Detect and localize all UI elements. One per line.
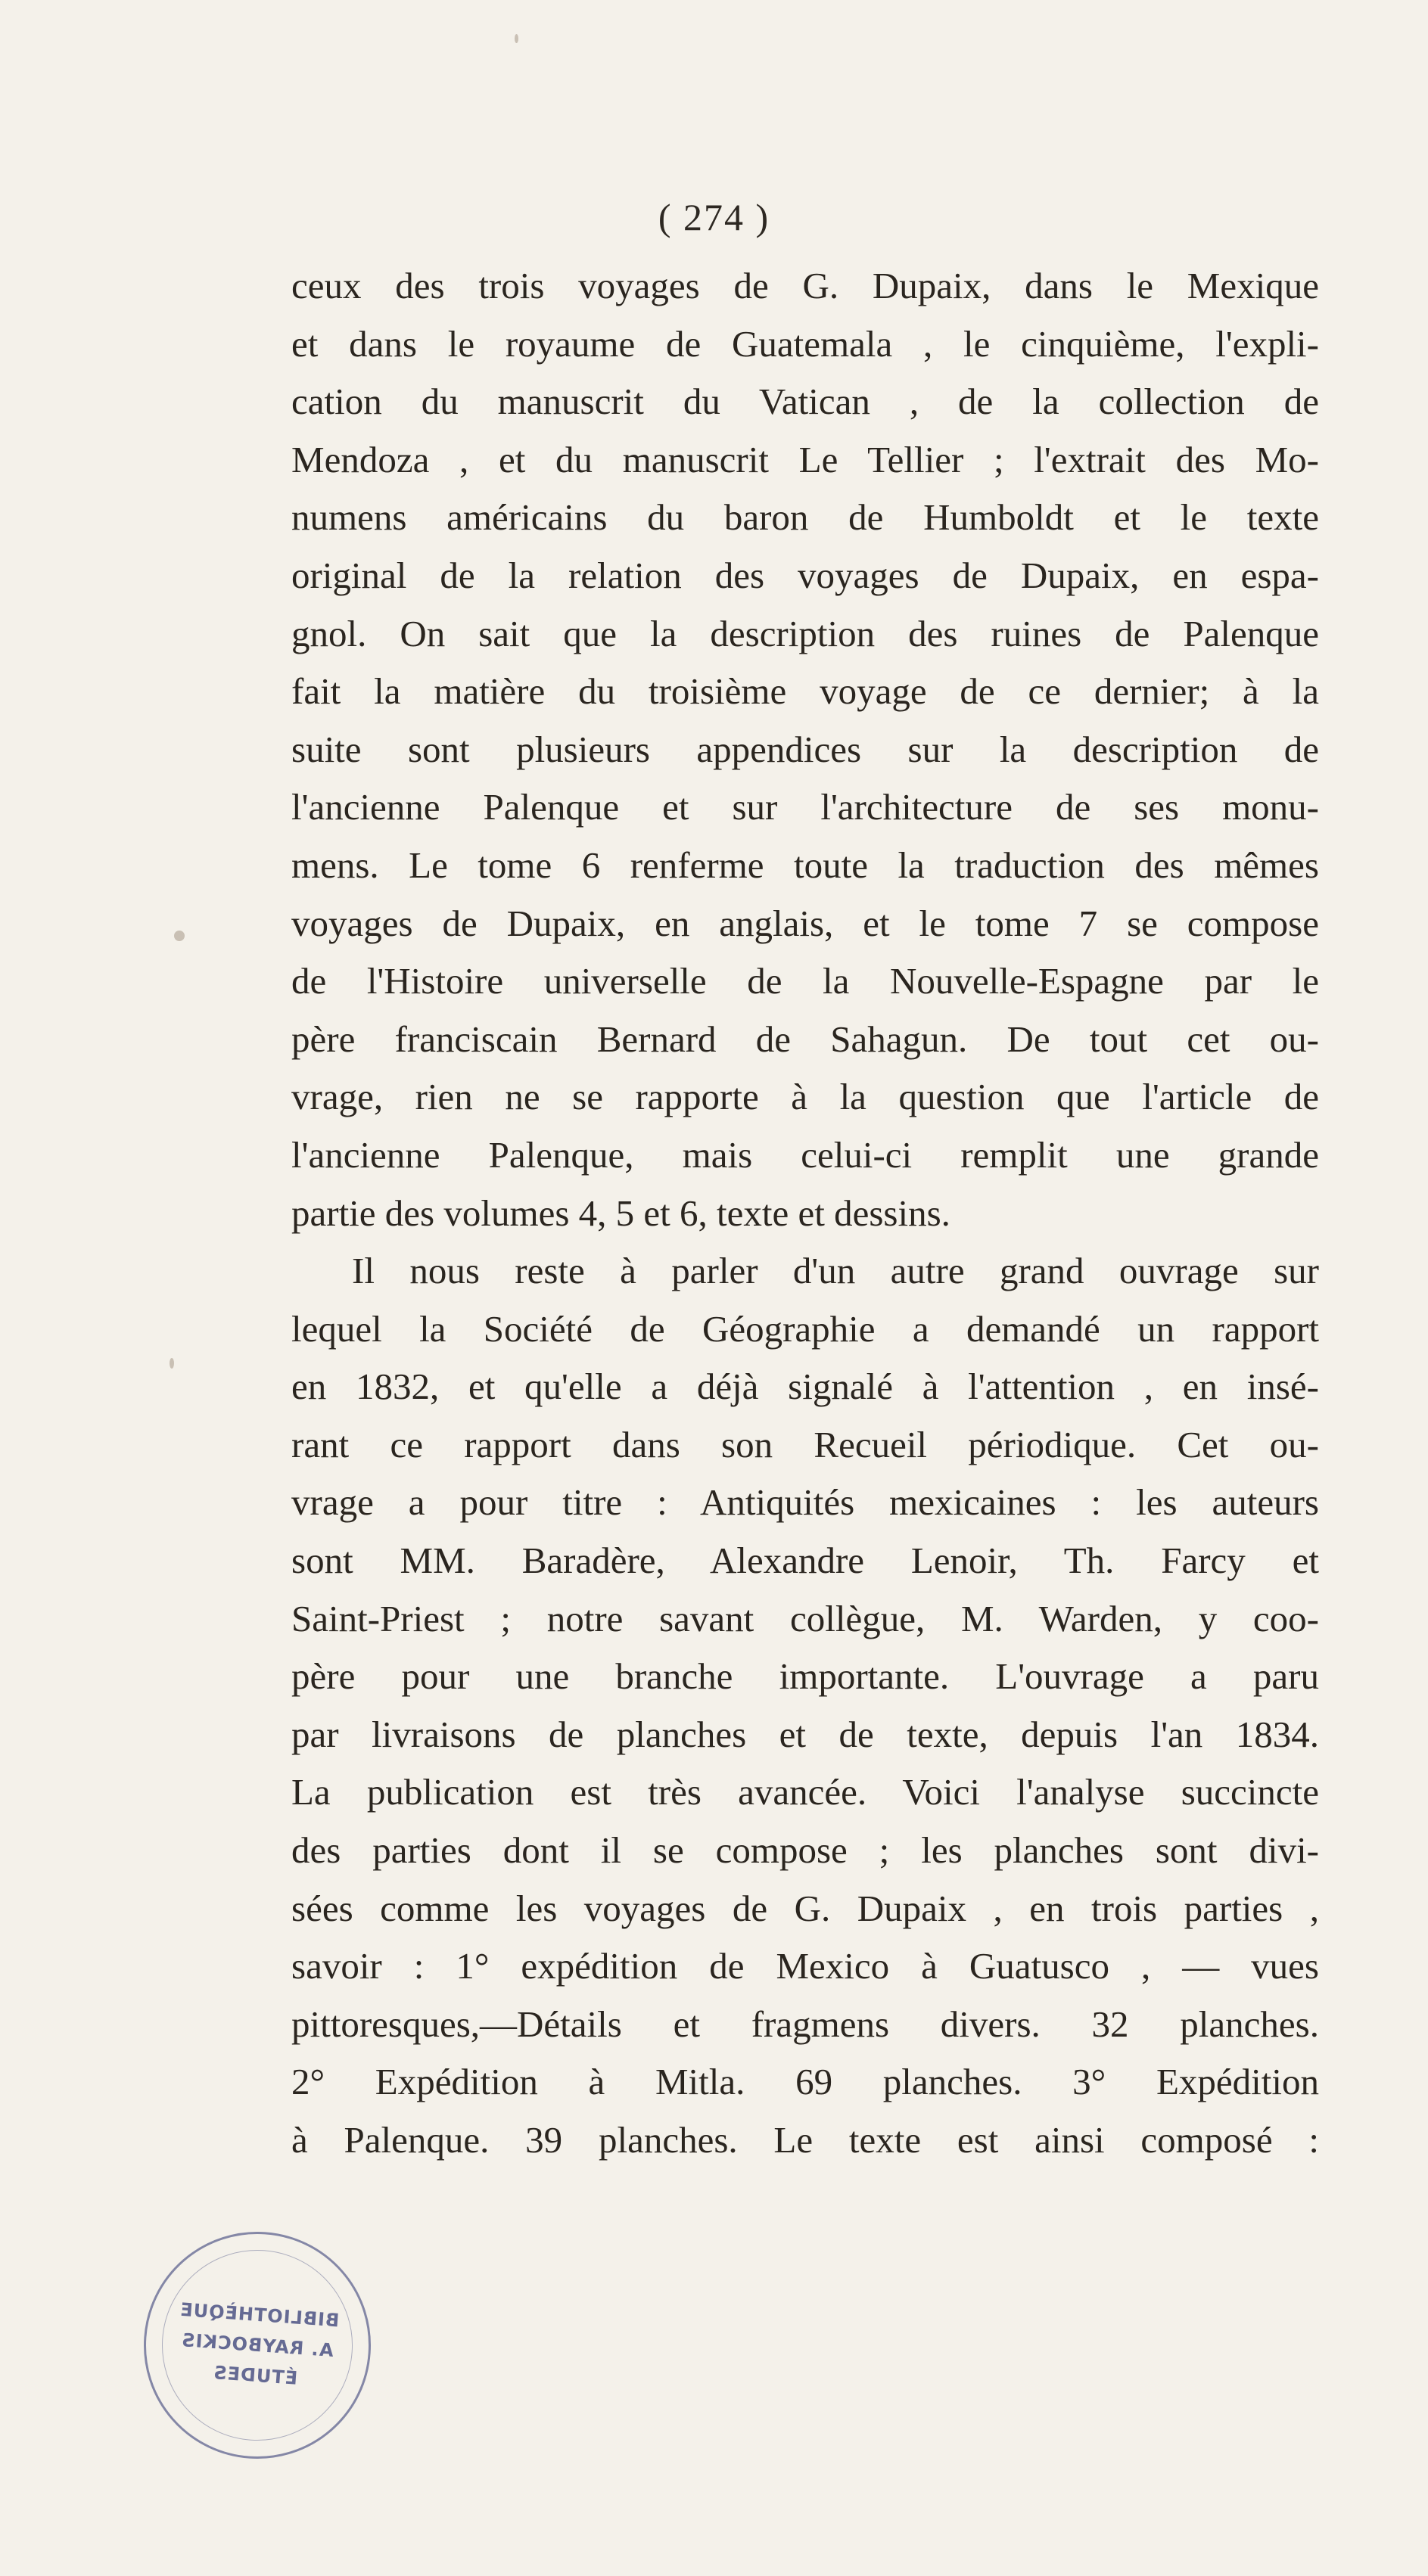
paper-speck: [515, 34, 518, 43]
text-line: à Palenque. 39 planches. Le texte est ainsi composé :: [291, 2119, 1319, 2161]
text-line: suite sont plusieurs appendices sur la description de: [291, 728, 1319, 770]
text-line: l'ancienne Palenque, mais celui-ci remplit une grande: [291, 1133, 1319, 1176]
text-line: vrage, rien ne se rapporte à la question que l'article de: [291, 1076, 1319, 1118]
text-line: père pour une branche importante. L'ouvrage a paru: [291, 1655, 1319, 1698]
text-line: et dans le royaume de Guatemala , le cinquième, l'expli-: [291, 322, 1319, 365]
text-line: pittoresques,—Détails et fragmens divers. 32 planches.: [291, 2003, 1319, 2045]
text-line: père franciscain Bernard de Sahagun. De tout cet ou-: [291, 1018, 1319, 1060]
text-line: de l'Histoire universelle de la Nouvelle-Espagne par le: [291, 960, 1319, 1002]
text-line: Mendoza , et du manuscrit Le Tellier ; l'extrait des Mo-: [291, 438, 1319, 480]
text-line: Saint-Priest ; notre savant collègue, M. Warden, y coo-: [291, 1597, 1319, 1639]
text-line: l'ancienne Palenque et sur l'architecture de ses monu-: [291, 786, 1319, 828]
text-line: cation du manuscrit du Vatican , de la collection de: [291, 381, 1319, 423]
text-line: La publication est très avancée. Voici l'analyse succincte: [291, 1771, 1319, 1813]
text-line: fait la matière du troisième voyage de ce dernier; à la: [291, 670, 1319, 713]
page-number: ( 274 ): [658, 196, 770, 238]
stamp-text: ÉTUDES: [212, 2362, 298, 2389]
text-line: ceux des trois voyages de G. Dupaix, dans le Mexique: [291, 265, 1319, 306]
text-line: sées comme les voyages de G. Dupaix , en trois parties ,: [291, 1887, 1319, 1929]
paragraph-end-line: partie des volumes 4, 5 et 6, texte et dessins.: [291, 1192, 950, 1234]
text-line: original de la relation des voyages de Dupaix, en espa-: [291, 554, 1319, 596]
paragraph-start-line: Il nous reste à parler d'un autre grand ouvrage sur: [352, 1250, 1319, 1292]
text-line: en 1832, et qu'elle a déjà signalé à l'attention , en insé-: [291, 1366, 1319, 1408]
text-line: mens. Le tome 6 renferme toute la traduction des mêmes: [291, 844, 1319, 886]
text-line: 2° Expédition à Mitla. 69 planches. 3° Expédition: [291, 2061, 1319, 2103]
stamp-text: A. RAYBOCKIS: [180, 2329, 334, 2362]
library-stamp: [136, 2224, 378, 2466]
text-line: savoir : 1° expédition de Mexico à Guatusco , — vues: [291, 1945, 1319, 1987]
text-line: lequel la Société de Géographie a demandé un rapport: [291, 1307, 1319, 1350]
stamp-text: BIBLIOTHÈQUE: [179, 2298, 341, 2332]
paper-speck: [170, 1358, 174, 1369]
paper-speck: [174, 931, 185, 941]
body-text: [291, 257, 1319, 2170]
text-line: sont MM. Baradère, Alexandre Lenoir, Th. Farcy et: [291, 1540, 1319, 1582]
text-line: vrage a pour titre : Antiquités mexicaines : les auteurs: [291, 1481, 1319, 1524]
text-line: gnol. On sait que la description des ruines de Palenque: [291, 612, 1319, 654]
text-line: voyages de Dupaix, en anglais, et le tome 7 se compose: [291, 902, 1319, 944]
library-stamp-ring: [156, 2244, 359, 2447]
text-line: des parties dont il se compose ; les planches sont divi-: [291, 1829, 1319, 1872]
text-line: par livraisons de planches et de texte, depuis l'an 1834.: [291, 1713, 1319, 1755]
text-line: numens américains du baron de Humboldt et le texte: [291, 496, 1319, 539]
text-line: rant ce rapport dans son Recueil périodique. Cet ou-: [291, 1423, 1319, 1465]
